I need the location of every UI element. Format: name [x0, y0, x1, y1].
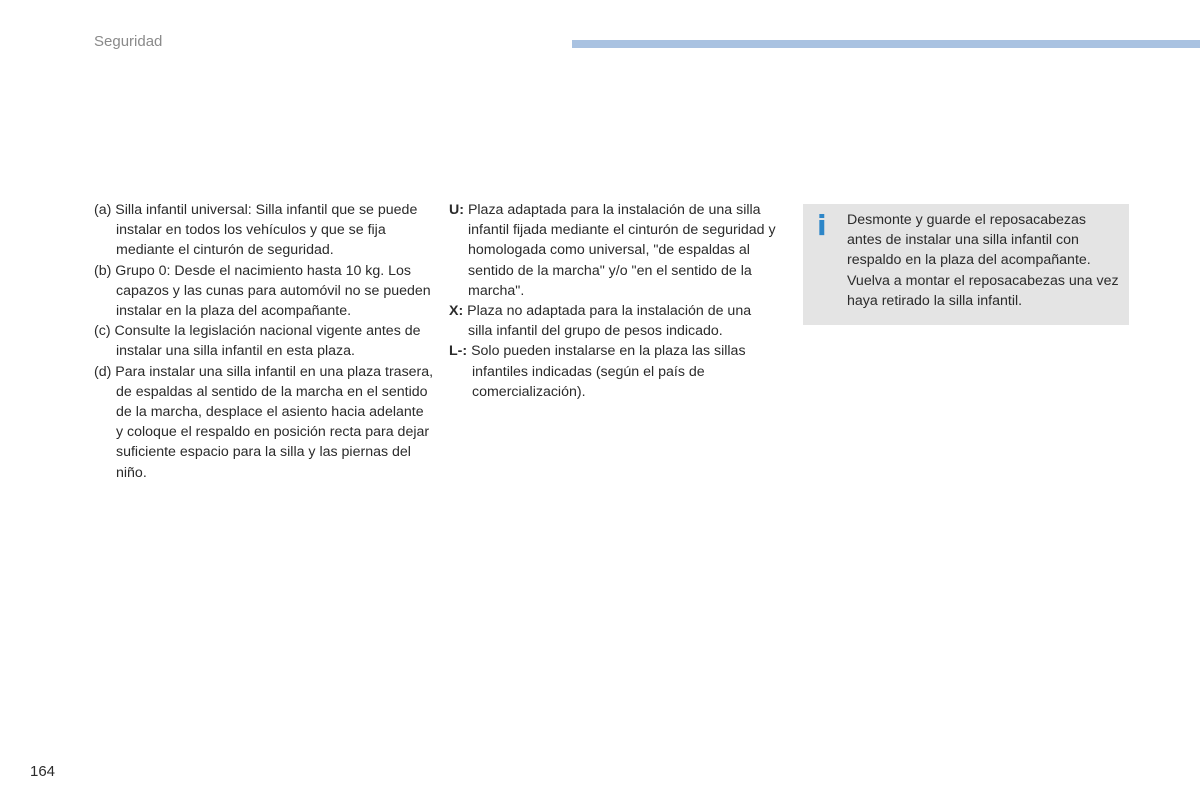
legend-item-u: [449, 200, 779, 301]
note-item: (a) Silla infantil universal: Silla infantil que se puede instalar en todos los vehículos y que se fija mediante el cinturón de seguridad.: [94, 202, 418, 259]
legend-text: Solo pueden instalarse en la plaza las sillas infantiles indicadas (según el país de comercialización).: [471, 343, 746, 400]
legend-key: U:: [449, 202, 464, 218]
legend-text: Plaza no adaptada para la instalación de una silla infantil del grupo de pesos indicado.: [467, 303, 752, 340]
legend-column: [449, 200, 779, 402]
info-box: [803, 204, 1129, 325]
header-accent-bar: [572, 40, 1200, 48]
info-icon: i: [817, 209, 827, 242]
legend-item-l: [449, 341, 779, 402]
notes-column: [94, 200, 434, 483]
legend-key: X:: [449, 303, 464, 320]
note-item: (d) Para instalar una silla infantil en una plaza trasera, de espaldas al sentido de la marcha en el sentido de la marcha, desplace el asiento hacia adelante y coloque el respaldo en posición recta para dejar suficiente espacio para la silla y las piernas del niño.: [94, 363, 434, 481]
section-title: Seguridad: [94, 33, 163, 50]
legend-key: L-:: [449, 343, 468, 360]
note-item: (c) Consulte la legislación nacional vigente antes de instalar una silla infantil en esta plaza.: [94, 323, 421, 360]
note-item: (b) Grupo 0: Desde el nacimiento hasta 10 kg. Los capazos y las cunas para automóvil no se pueden instalar en la plaza del acompañante.: [94, 262, 431, 320]
legend-item-x: [449, 301, 779, 341]
page-number: 164: [30, 763, 56, 780]
legend-text: Plaza adaptada para la instalación de una silla infantil fijada mediante el cinturón de seguridad y homologada como universal, "de espaldas al sentido de la marcha" y/o "en el sentido de la marcha".: [467, 202, 776, 299]
info-text: Desmonte y guarde el reposacabezas antes de instalar una silla infantil con respaldo en la plaza del acompañante. Vuelva a montar el reposacabezas una vez haya retirado la silla infantil.: [847, 212, 1119, 309]
